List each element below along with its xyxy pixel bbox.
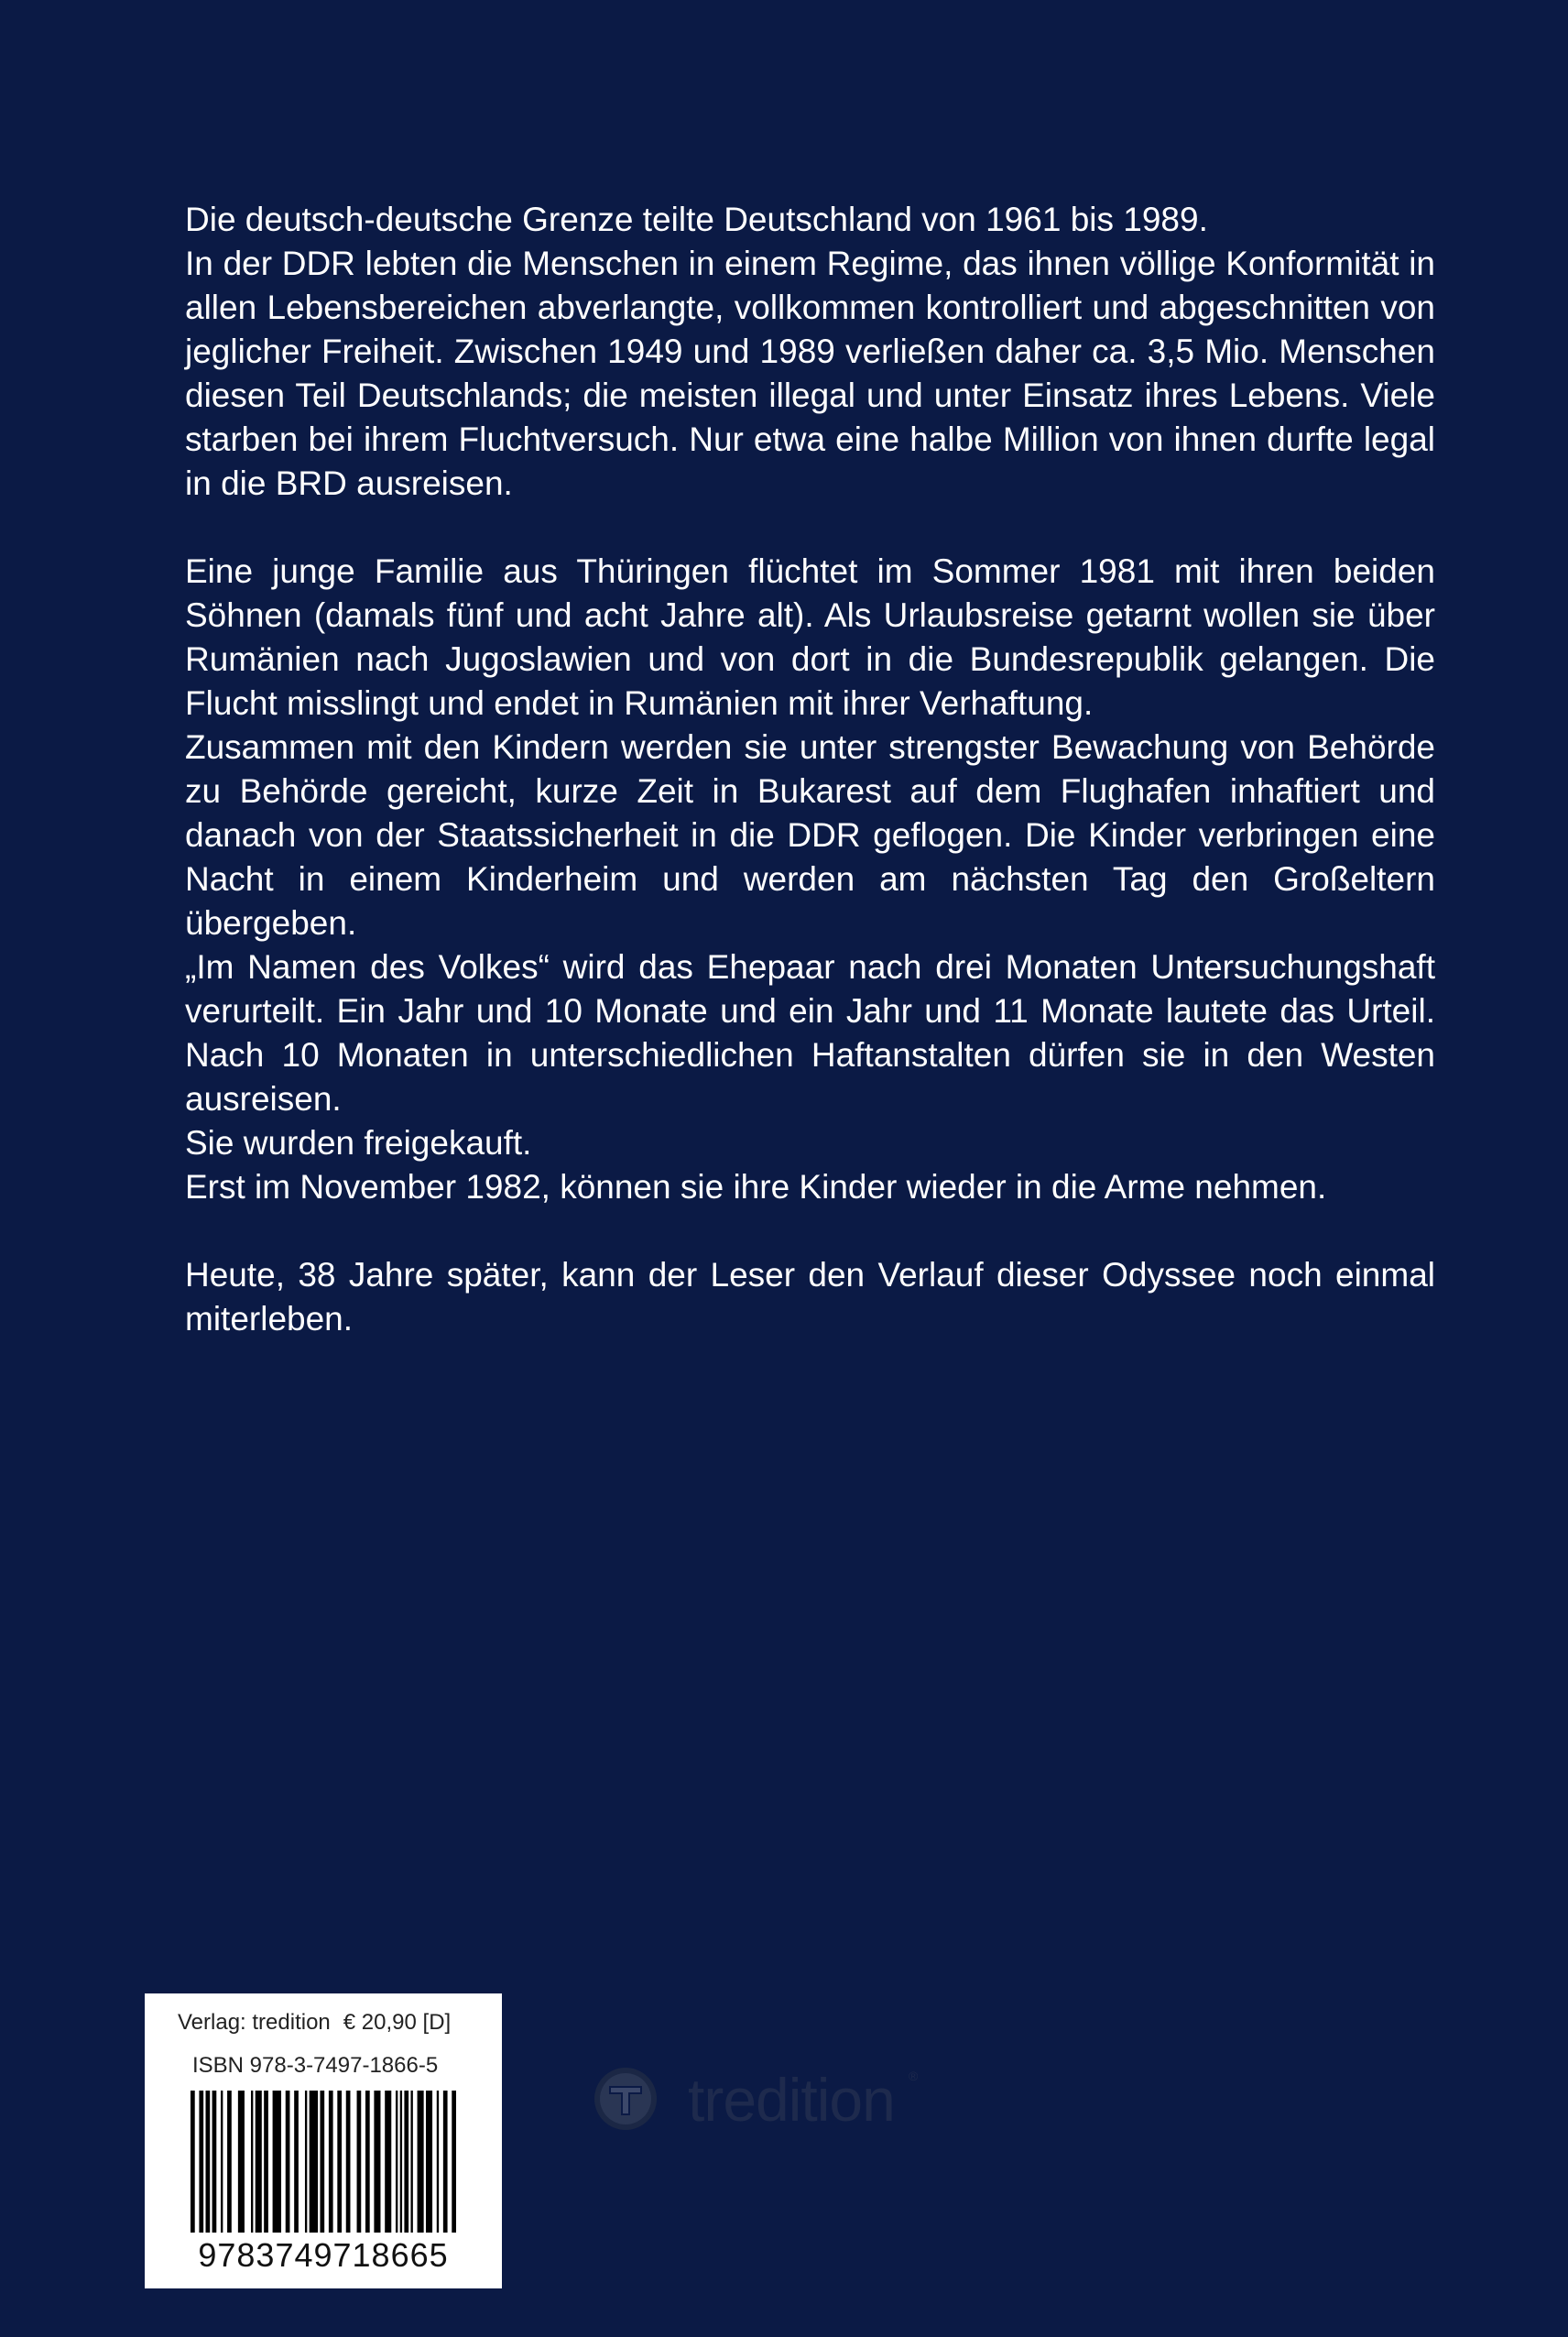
barcode-bar: [251, 2091, 253, 2233]
blurb-paragraph: Sie wurden freigekauft.: [185, 1124, 532, 1162]
back-cover-blurb: [185, 198, 1435, 1341]
isbn-label: ISBN 978-3-7497-1866-5: [192, 2053, 439, 2078]
barcode-bar: [212, 2091, 217, 2233]
blurb-paragraph: In der DDR lebten die Menschen in einem Regime, das ihnen völlige Konformität in allen Lebensbereichen abverlangte, vollkommen kontrolliert und abgeschnitten von jeglicher Freiheit. Zwischen 1949 und 1989 verließen daher ca. 3,5 Mio. Menschen diesen Teil Deutschlands; die meisten illegal und unter Einsatz ihres Lebens. Viele starben bei ihrem Fluchtversuch. Nur etwa eine halbe Million von ihnen durfte legal in die BRD ausreisen.: [185, 245, 1435, 502]
barcode-bar: [443, 2091, 448, 2233]
paragraph-gap: [185, 506, 1435, 550]
barcode-bar: [365, 2091, 370, 2233]
price-label: € 20,90 [D]: [343, 2010, 452, 2035]
blurb-paragraph: Zusammen mit den Kindern werden sie unter strengster Bewachung von Behörde zu Behörde gereicht, kurze Zeit in Bukarest auf dem Flughafen inhaftiert und danach von der Staatssicherheit in die DDR geflogen. Die Kinder verbringen eine Nacht in einem Kinderheim und werden am nächsten Tag den Großeltern übergeben.: [185, 728, 1435, 942]
barcode-bar: [294, 2091, 299, 2233]
tredition-logo: [593, 2063, 923, 2136]
blurb-paragraph: Erst im November 1982, können sie ihre Kinder wieder in die Arme nehmen.: [185, 1168, 1327, 1206]
blurb-paragraph: Die deutsch-deutsche Grenze teilte Deutschland von 1961 bis 1989.: [185, 201, 1208, 238]
barcode-bar: [426, 2091, 432, 2233]
blurb-paragraph: „Im Namen des Volkes“ wird das Ehepaar nach drei Monaten Untersuchungshaft verurteilt. Ein Jahr und 10 Monate und ein Jahr und 11 Monate lautete das Urteil. Nach 10 Monaten in unterschiedlichen Haftanstalten dürfen sie in den Westen ausreisen.: [185, 948, 1435, 1118]
barcode-bar: [329, 2091, 333, 2233]
tredition-wordmark: tredition: [688, 2066, 895, 2134]
barcode-bar: [437, 2091, 439, 2233]
barcode-bar: [404, 2091, 408, 2233]
barcode-bar: [320, 2091, 324, 2233]
barcode-bar: [286, 2091, 290, 2233]
barcode-number: 9783749718665: [198, 2236, 449, 2274]
trademark-symbol: ®: [909, 2069, 919, 2083]
barcode-bar: [410, 2091, 412, 2233]
barcode-bar: [273, 2091, 281, 2233]
publisher-price-line: [178, 2010, 451, 2036]
barcode-bar: [305, 2091, 307, 2233]
barcode-bar: [191, 2091, 195, 2233]
barcode-bar: [418, 2091, 424, 2233]
barcode-bar: [221, 2091, 223, 2233]
barcode-image: [191, 2091, 456, 2233]
barcode-bar: [400, 2091, 402, 2233]
barcode-bar: [238, 2091, 245, 2233]
barcode-bar: [206, 2091, 211, 2233]
isbn-barcode-box: [145, 1993, 502, 2288]
paragraph-gap: [185, 1209, 1435, 1253]
barcode-bar: [385, 2091, 391, 2233]
barcode-bar: [256, 2091, 262, 2233]
publisher-label: Verlag: tredition: [178, 2010, 331, 2035]
barcode-bar: [264, 2091, 268, 2233]
barcode-bar: [337, 2091, 342, 2233]
barcode-bar: [346, 2091, 351, 2233]
barcode-bar: [357, 2091, 362, 2233]
barcode-bar: [452, 2091, 456, 2233]
barcode-bar: [227, 2091, 232, 2233]
tredition-t-icon: [593, 2067, 658, 2131]
blurb-paragraph: Heute, 38 Jahre später, kann der Leser den Verlauf dieser Odyssee noch einmal miterleben.: [185, 1256, 1435, 1338]
barcode-bar: [396, 2091, 397, 2233]
barcode-bar: [374, 2091, 380, 2233]
blurb-paragraph: Eine junge Familie aus Thüringen flüchtet im Sommer 1981 mit ihren beiden Söhnen (damals fünf und acht Jahre alt). Als Urlaubsreise getarnt wollen sie über Rumänien nach Jugoslawien und von dort in die Bundesrepublik gelangen. Die Flucht misslingt und endet in Rumänien mit ihrer Verhaftung.: [185, 552, 1435, 722]
barcode-bar: [310, 2091, 318, 2233]
barcode-bar: [199, 2091, 203, 2233]
